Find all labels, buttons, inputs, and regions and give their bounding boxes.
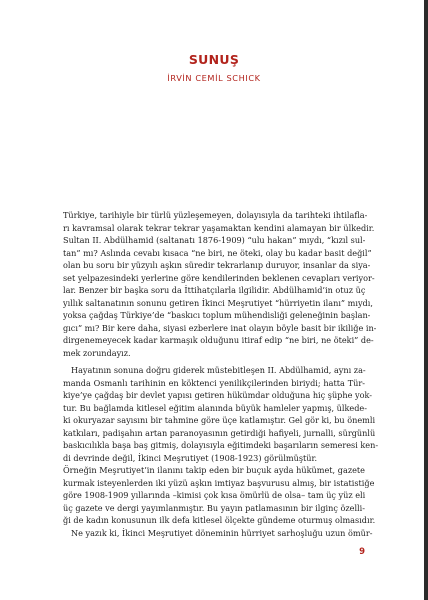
text-line: Ne yazık ki, İkinci Meşrutiyet döneminin hürriyet sarhoşluğu uzun ömür- — [71, 527, 373, 538]
chapter-author: İRVİN CEMİL SCHICK — [167, 73, 261, 83]
text-line: ki okuryazar sayısını bir tahmine göre üçe katlamıştır. Gel gör ki, bu önemli — [63, 415, 376, 425]
text-line: üç gazete ve dergi yayımlanmıştır. Bu yayın patlamasının bir ilginç özelli- — [63, 502, 365, 513]
text-line: yoksa çağdaş Türkiye’de “baskıcı toplum mühendisliği geleneğinin başlan- — [63, 310, 371, 320]
text-line: tur. Bu bağlamda kitlesel eğitim alanında büyük hamleler yapmış, ülkede- — [63, 402, 367, 413]
text-line: katkıları, padişahın artan paranoyasının getirdiği hafiyeli, jurnalli, sürgünlü — [63, 427, 376, 438]
text-line: göre 1908-1909 yıllarında –kimisi çok kısa ömürlü de olsa– tam üç yüz eli — [63, 490, 366, 500]
text-line: baskıcılıkla başa baş gitmiş, dolayısıyla eğitimdeki başarıların semeresi ken- — [63, 440, 379, 450]
text-line: gıcı” mı? Bir kere daha, siyasi ezberlere inat olayın böyle basit bir ikiliğe in- — [63, 322, 377, 333]
text-line: Hayatının sonuna doğru giderek müstebitleşen II. Abdülhamid, aynı za- — [71, 365, 366, 375]
text-line: manda Osmanlı tarihinin en köktenci yenilikçilerinden biriydi; hatta Tür- — [63, 377, 365, 388]
text-line: lar. Benzer bir başka soru da İttihatçılarla ilgilidir. Abdülhamid’in otuz üç — [63, 285, 366, 295]
paragraph — [63, 209, 377, 359]
text-line: mek zorundayız. — [63, 347, 131, 358]
body-text — [63, 209, 379, 539]
paragraph — [63, 527, 373, 540]
chapter-title: SUNUŞ — [188, 52, 240, 67]
text-line: set yelpazesindeki yerlerine göre kendilerinden beklenen cevapları veriyor- — [63, 272, 375, 283]
text-line: tan” mı? Aslında cevabı kısaca “ne biri, ne öteki, olay bu kadar basit değil” — [63, 247, 372, 258]
text-line: ği de kadın konusunun ilk defa kitlesel ölçekte gündeme oturmuş olmasıdır. — [63, 515, 376, 525]
text-line: rı kavramsal olarak tekrar tekrar yaşamaktan kendini alamayan bir ülkedir. — [63, 222, 375, 233]
text-line: dirgenemeyecek kadar karmaşık olduğunu itiraf edip “ne biri, ne öteki” de- — [63, 335, 374, 345]
paragraph — [63, 364, 379, 527]
text-line: yıllık saltanatının sonunu getiren İkinci Meşrutiyet “hürriyetin ilanı” mıydı, — [63, 297, 373, 308]
text-line: kurmak isteyenlerden iki yüzü aşkın imtiyaz başvurusu almış, bir istatistiğe — [63, 477, 375, 488]
page-edge — [424, 0, 428, 600]
text-line: Türkiye, tarihiyle bir türlü yüzleşemeyen, dolayısıyla da tarihteki ihtilafla- — [63, 210, 368, 220]
text-line: Sultan II. Abdülhamid (saltanatı 1876-1909) “ulu hakan” mıydı, “kızıl sul- — [63, 235, 366, 245]
text-line: kiye’ye çağdaş bir devlet yapısı getiren hükümdar olduğuna hiç şüphe yok- — [63, 390, 373, 400]
text-line: di devrinde değil, İkinci Meşrutiyet (1908-1923) görülmüştür. — [63, 452, 318, 463]
text-line: Örneğin Meşrutiyet’in ilanını takip eden bir buçuk ayda hükümet, gazete — [63, 465, 365, 475]
text-line: olan bu soru bir yüzyılı aşkın süredir tekrarlanıp duruyor, insanlar da siya- — [63, 260, 371, 270]
page-number: 9 — [359, 547, 365, 557]
